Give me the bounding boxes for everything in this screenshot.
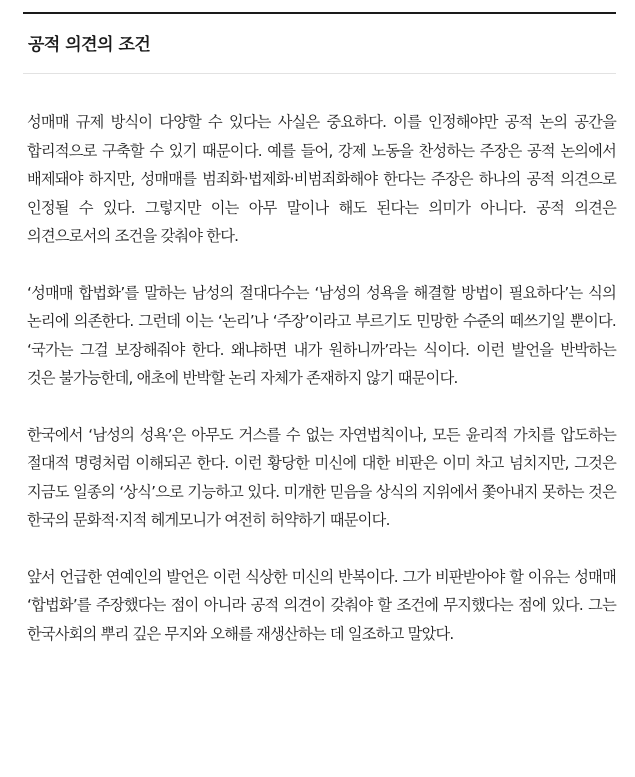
paragraph-1: 성매매 규제 방식이 다양할 수 있다는 사실은 중요하다. 이를 인정해야만 공적 논의 공간을 합리적으로 구축할 수 있기 때문이다. 예를 들어, 강제 노동을 찬성하는 주장은 공적 논의에서 배제돼야 하지만, 성매매를 범죄화·법제화·비범죄화해야 한다는 주장은 하나의 공적 의견으로 인정될 수 있다. 그렇지만 이는 아무 말이나 해도 된다는 의미가 아니다. 공적 의견은 의견으로서의 조건을 갖춰야 한다. <box>27 113 616 245</box>
paragraph-4: 앞서 언급한 연예인의 발언은 이런 식상한 미신의 반복이다. 그가 비판받아야 할 이유는 성매매 ‘합법화’를 주장했다는 점이 아니라 공적 의견이 갖춰야 할 조건에 무지했다는 점에 있다. 그는 한국사회의 뿌리 깊은 무지와 오해를 재생산하는 데 일조하고 말았다. <box>27 567 616 643</box>
top-divider <box>23 12 616 14</box>
title-divider <box>23 73 616 74</box>
paragraph-3: 한국에서 ‘남성의 성욕’은 아무도 거스를 수 없는 자연법칙이나, 모든 윤리적 가치를 압도하는 절대적 명령처럼 이해되곤 한다. 이런 황당한 미신에 대한 비판은 이미 차고 넘치지만, 그것은 지금도 일종의 ‘상식’으로 기능하고 있다. 미개한 믿음을 상식의 지위에서 쫓아내지 못하는 것은 한국의 문화적·지적 헤게모니가 여전히 허약하기 때문이다. <box>27 425 616 529</box>
paragraph-2: ‘성매매 합법화’를 말하는 남성의 절대다수는 ‘남성의 성욕을 해결할 방법이 필요하다’는 식의 논리에 의존한다. 그런데 이는 ‘논리’나 ‘주장’이라고 부르기도 민망한 수준의 떼쓰기일 뿐이다. ‘국가는 그걸 보장해줘야 한다. 왜냐하면 내가 원하니까’라는 식이다. 이런 발언을 반박하는 것은 불가능한데, 애초에 반박할 논리 자체가 존재하지 않기 때문이다. <box>27 283 616 387</box>
article <box>23 0 616 676</box>
section-title: 공적 의견의 조건 <box>28 35 151 55</box>
article-body <box>23 108 616 648</box>
